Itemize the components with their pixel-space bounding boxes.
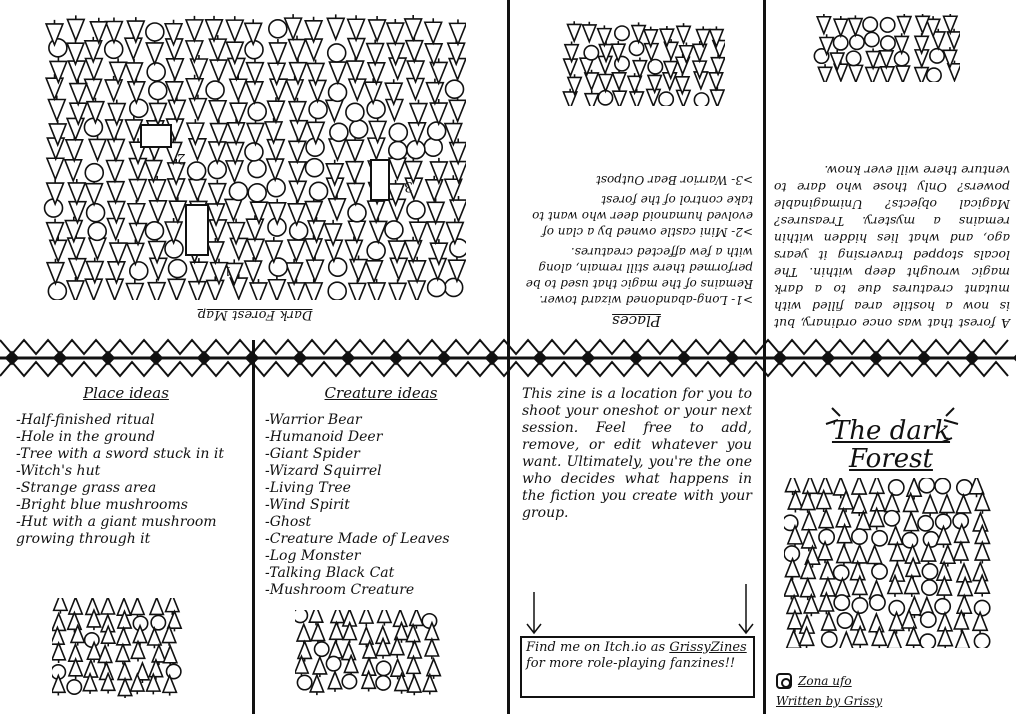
instagram-handle[interactable]: Zona ufo bbox=[798, 674, 852, 688]
zigzag-border bbox=[0, 336, 1016, 380]
place-ideas-trees-illustration bbox=[52, 598, 192, 698]
list-item: -Ghost bbox=[265, 514, 312, 530]
place-3: >3- Warrior Bear Outpost bbox=[596, 173, 753, 187]
list-item: -Strange grass area bbox=[16, 480, 157, 496]
list-item: -Hole in the ground bbox=[16, 429, 155, 445]
place-ideas-list bbox=[16, 412, 246, 548]
itch-link[interactable]: GrissyZines bbox=[669, 640, 747, 655]
intro-panel bbox=[766, 0, 1016, 336]
list-item: -Creature Made of Leaves bbox=[265, 531, 450, 547]
list-item: -Wind Spirit bbox=[265, 497, 350, 513]
list-item: -Wizard Squirrel bbox=[265, 463, 382, 479]
forest-map-illustration bbox=[36, 10, 466, 300]
places-panel bbox=[510, 0, 763, 336]
list-item: -Talking Black Cat bbox=[265, 565, 395, 581]
down-arrow-icon bbox=[524, 590, 544, 636]
cover-trees-illustration bbox=[784, 478, 994, 648]
about-text: This zine is a location for you to shoot your oneshot or your next session. Feel free to add, remove, or edit whatever you want. Ultimately, you're the one who decides what happens in the fiction you create with your group. bbox=[522, 386, 752, 521]
list-item: -Mushroom Creature bbox=[265, 582, 415, 598]
list-item: -Living Tree bbox=[265, 480, 351, 496]
list-item: -Log Monster bbox=[265, 548, 361, 564]
intro-trees-illustration bbox=[810, 14, 960, 82]
down-arrow-icon bbox=[736, 582, 756, 636]
list-item: -Tree with a sword stuck in it bbox=[16, 446, 224, 462]
map-caption: Dark Forest Map bbox=[197, 307, 313, 322]
intro-text: A forest that was once ordinary, but is now a hostile area filled with mutant creatures due to a dark magic wrought deep within. The locals stopped traversing it years ago, and what lies hidden within remains a mystery. Treasures? Magical objects? Unimaginable powers? Only those who dare to venture there will ever know. bbox=[774, 163, 1010, 331]
cover-title-line1: The dark bbox=[831, 416, 951, 446]
creature-ideas-panel bbox=[255, 380, 507, 714]
list-item: -Warrior Bear bbox=[265, 412, 362, 428]
find-me-box bbox=[520, 636, 755, 698]
list-item: -Giant Spider bbox=[265, 446, 360, 462]
find-me-prefix: Find me on Itch.io as bbox=[526, 640, 666, 655]
cover-title-line2: Forest bbox=[849, 444, 933, 474]
list-item: -Bright blue mushrooms bbox=[16, 497, 188, 513]
instagram-icon[interactable] bbox=[776, 673, 792, 689]
places-title: Places bbox=[612, 312, 661, 330]
creature-ideas-title: Creature ideas bbox=[324, 384, 438, 402]
map-panel bbox=[0, 0, 505, 336]
creature-ideas-list bbox=[265, 412, 500, 599]
map-label-1: 1 bbox=[224, 264, 232, 278]
cover-panel bbox=[766, 380, 1016, 714]
list-item: -Humanoid Deer bbox=[265, 429, 383, 445]
place-2: >2- Mini castle owned by a clan of evolved humanoid deer who want to take control of the forest bbox=[532, 193, 753, 239]
about-panel bbox=[510, 380, 763, 714]
place-ideas-panel bbox=[0, 380, 252, 714]
map-label-2: 2 bbox=[177, 150, 186, 166]
list-item: -Witch's hut bbox=[16, 463, 101, 479]
credit-text: Written by Grissy bbox=[776, 694, 883, 708]
creature-ideas-trees-illustration bbox=[295, 610, 450, 700]
map-label-3: 3 bbox=[404, 178, 413, 194]
find-me-suffix: for more role-playing fanzines!! bbox=[526, 656, 736, 671]
place-ideas-title: Place ideas bbox=[83, 384, 169, 402]
place-1: >1- Long-abandoned wizard tower. Remains of the magic that used to be performed there still remain, along with a few affected creatures. bbox=[525, 245, 753, 307]
list-item: -Half-finished ritual bbox=[16, 412, 155, 428]
places-trees-illustration bbox=[550, 14, 725, 106]
list-item: -Hut with a giant mushroom growing through it bbox=[16, 514, 217, 547]
